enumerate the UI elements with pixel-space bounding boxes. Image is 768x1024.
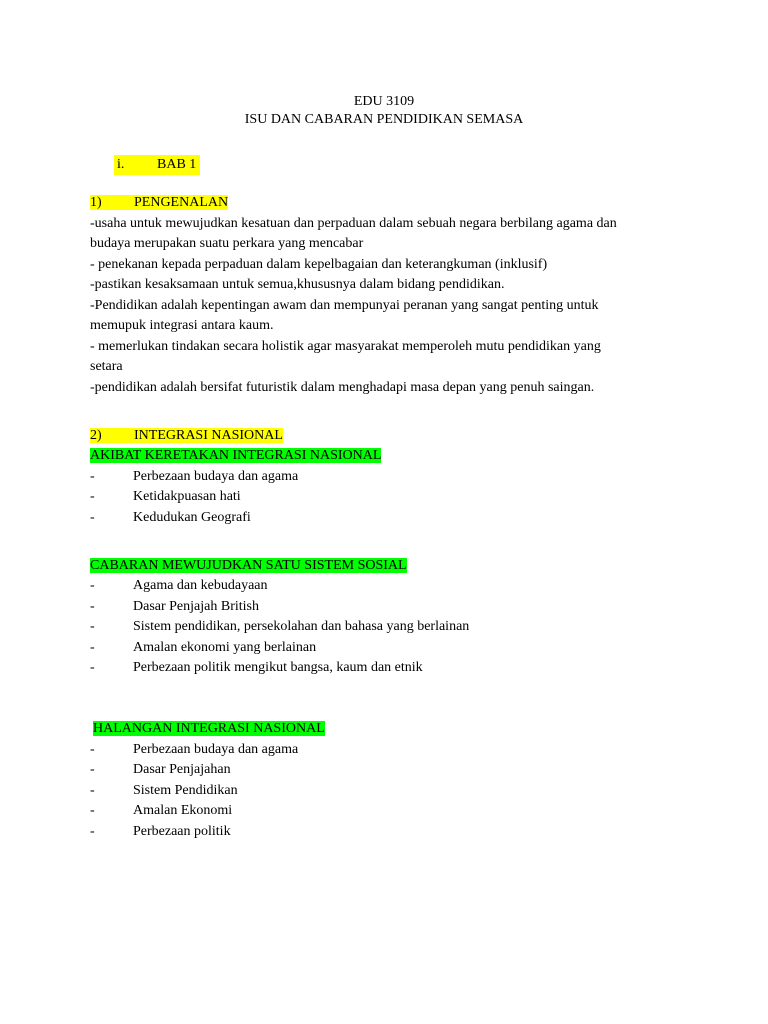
section1-line: -usaha untuk mewujudkan kesatuan dan perpaduan dalam sebuah negara berbilang agama dan xyxy=(90,216,617,231)
list-dash: - xyxy=(90,489,95,504)
list-dash: - xyxy=(90,660,95,675)
sub1-heading-text: AKIBAT KERETAKAN INTEGRASI NASIONAL xyxy=(90,448,382,463)
list-item-text: Sistem Pendidikan xyxy=(133,783,238,798)
section1-line: - penekanan kepada perpaduan dalam kepelbagaian dan keterangkuman (inklusif) xyxy=(90,257,548,272)
section1-heading xyxy=(90,193,690,213)
section1-line: -pastikan kesaksamaan untuk semua,khususnya dalam bidang pendidikan. xyxy=(90,277,505,292)
list-item-text: Amalan ekonomi yang berlainan xyxy=(133,640,317,655)
sub3-heading xyxy=(93,719,693,739)
section1-line: - memerlukan tindakan secara holistik agar masyarakat memperoleh mutu pendidikan yang xyxy=(90,339,601,354)
list-item-text: Perbezaan politik mengikut bangsa, kaum dan etnik xyxy=(133,660,423,675)
list-item-text: Ketidakpuasan hati xyxy=(133,489,241,504)
list-dash: - xyxy=(90,469,95,484)
list-dash: - xyxy=(90,578,95,593)
list-item-text: Dasar Penjajah British xyxy=(133,599,259,614)
list-dash: - xyxy=(90,783,95,798)
list-item-text: Perbezaan budaya dan agama xyxy=(133,469,299,484)
bab-label: BAB 1 xyxy=(157,157,197,172)
list-item-text: Kedudukan Geografi xyxy=(133,510,251,525)
section2-heading xyxy=(90,426,690,446)
list-item-text: Perbezaan politik xyxy=(133,824,231,839)
section2-title: INTEGRASI NASIONAL xyxy=(134,428,283,443)
section1-line: memupuk integrasi antara kaum. xyxy=(90,318,274,333)
list-dash: - xyxy=(90,803,95,818)
list-item-text: Perbezaan budaya dan agama xyxy=(133,742,299,757)
list-dash: - xyxy=(90,762,95,777)
section1-line: setara xyxy=(90,359,123,374)
list-item-text: Dasar Penjajahan xyxy=(133,762,231,777)
section1-title: PENGENALAN xyxy=(134,195,229,210)
section1-number: 1) xyxy=(90,195,102,210)
section1-line: budaya merupakan suatu perkara yang mencabar xyxy=(90,236,364,251)
section1-line: -pendidikan adalah bersifat futuristik dalam menghadapi masa depan yang penuh saingan. xyxy=(90,380,595,395)
list-dash: - xyxy=(90,824,95,839)
course-code: EDU 3109 xyxy=(353,94,415,109)
list-dash: - xyxy=(90,742,95,757)
list-item-text: Agama dan kebudayaan xyxy=(133,578,268,593)
section1-line: -Pendidikan adalah kepentingan awam dan mempunyai peranan yang sangat penting untuk xyxy=(90,298,599,313)
bab-number: i. xyxy=(117,157,125,172)
sub2-heading xyxy=(90,556,690,576)
sub3-heading-text: HALANGAN INTEGRASI NASIONAL xyxy=(93,721,325,736)
list-dash: - xyxy=(90,510,95,525)
sub2-heading-text: CABARAN MEWUJUDKAN SATU SISTEM SOSIAL xyxy=(90,558,407,573)
list-dash: - xyxy=(90,619,95,634)
sub1-heading xyxy=(90,446,690,466)
section2-number: 2) xyxy=(90,428,102,443)
list-item-text: Sistem pendidikan, persekolahan dan bahasa yang berlainan xyxy=(133,619,470,634)
list-dash: - xyxy=(90,599,95,614)
document-title: ISU DAN CABARAN PENDIDIKAN SEMASA xyxy=(244,112,524,127)
list-item-text: Amalan Ekonomi xyxy=(133,803,233,818)
list-dash: - xyxy=(90,640,95,655)
